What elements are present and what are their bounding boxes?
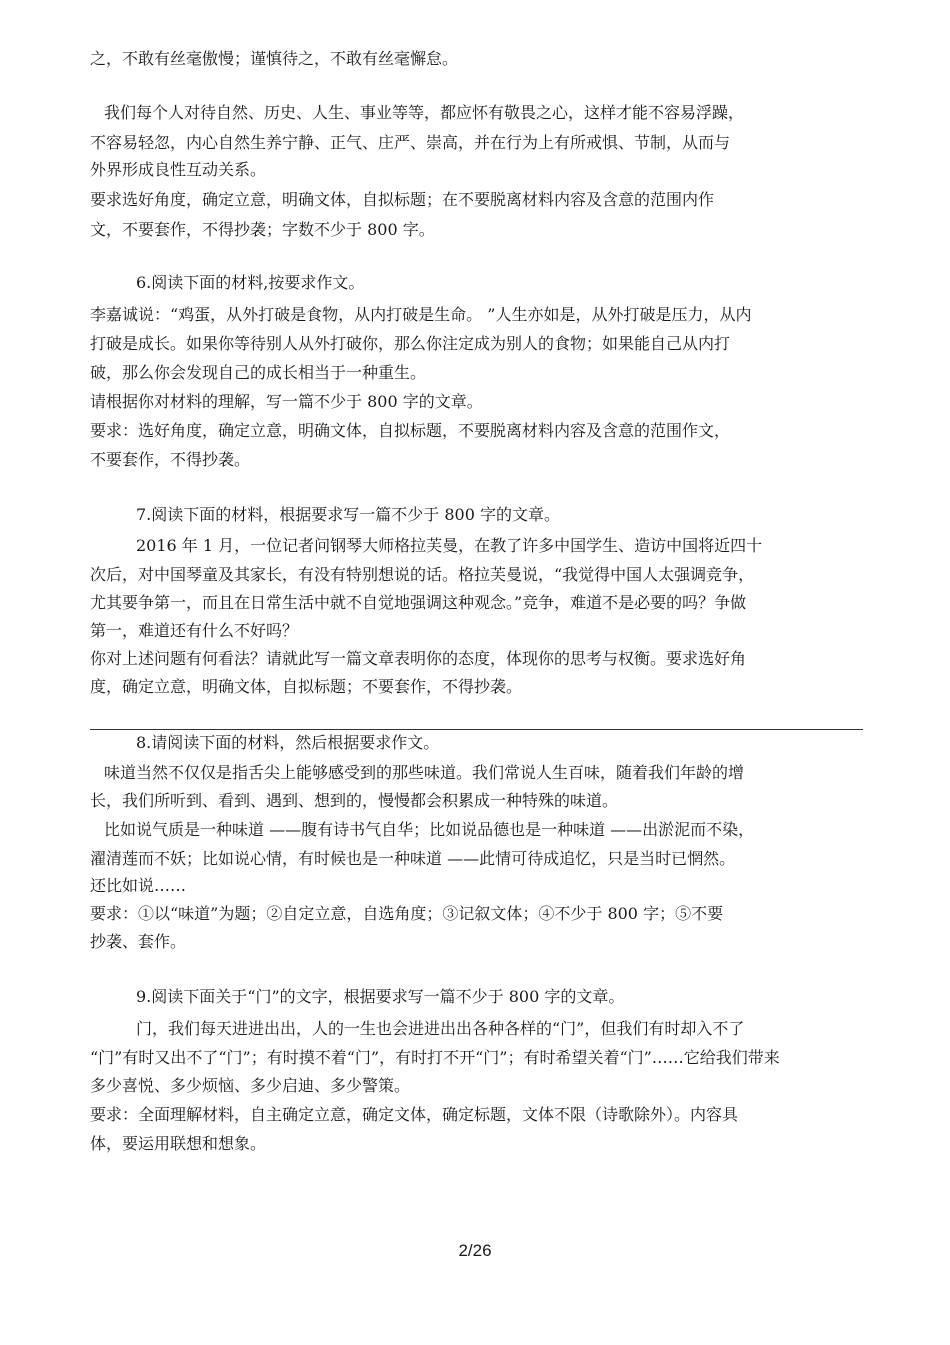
text-line: 不要套作，不得抄袭。 [90,450,251,469]
text-line: 第一，难道还有什么不好吗？ [90,621,299,640]
text-line: 之，不敢有丝毫傲慢；谨慎待之，不敢有丝毫懈怠。 [90,49,459,68]
page-number: 2/26 [458,1241,492,1260]
text-line: 濯清莲而不妖；比如说心情，有时候也是一种味道 ——此情可待成追忆，只是当时已惘然。 [90,849,736,868]
text-line: 打破是成长。如果你等待别人从外打破你，那么你注定成为别人的食物；如果能自己从内打 [90,334,731,353]
text-line: 抄袭、套作。 [90,932,187,951]
text-line: 你对上述问题有何看法？请就此写一篇文章表明你的态度，体现你的思考与权衡。要求选好角 [90,649,747,668]
text-line: 要求：全面理解材料，自主确定立意，确定文体，确定标题，文体不限（诗歌除外）。内容具 [90,1105,739,1124]
question-heading: 9.阅读下面关于“门”的文字，根据要求写一篇不少于 800 字的文章。 [136,987,625,1006]
text-line: 次后，对中国琴童及其家长，有没有特别想说的话。格拉芙曼说，“我觉得中国人太强调竞争， [90,565,755,584]
text-line: 度，确定立意，明确文体，自拟标题；不要套作，不得抄袭。 [90,677,523,696]
text-line: 请根据你对材料的理解，写一篇不少于 800 字的文章。 [90,392,483,411]
text-line: 要求：①以“味道”为题；②自定立意，自选角度；③记叙文体；④不少于 800 字；⑤不要 [90,904,724,923]
text-line: 要求选好角度，确定立意，明确文体，自拟标题；在不要脱离材料内容及含意的范围内作 [90,190,715,209]
text-line: 外界形成良性互动关系。 [90,160,267,179]
text-line: 门，我们每天进进出出，人的一生也会进进出出各种各样的“门”，但我们有时却入不了 [136,1019,745,1038]
text-line: 李嘉诚说：“鸡蛋，从外打破是食物，从内打破是生命。 ”人生亦如是，从外打破是压力，从内 [90,305,752,324]
text-line: 破，那么你会发现自己的成长相当于一种重生。 [90,363,427,382]
text-line: 多少喜悦、多少烦恼、多少启迪、多少警策。 [90,1076,411,1095]
text-line: 体，要运用联想和想象。 [90,1134,267,1153]
text-line: 我们每个人对待自然、历史、人生、事业等等，都应怀有敬畏之心，这样才能不容易浮躁， [104,103,745,122]
text-line: 比如说气质是一种味道 ——腹有诗书气自华；比如说品德也是一种味道 ——出淤泥而不染， [104,820,755,839]
text-line: “门”有时又出不了“门”；有时摸不着“门”，有时打不开“门”；有时希望关着“门”……它给我们带来 [90,1048,780,1067]
text-line: 还比如说…… [90,876,187,895]
question-heading: 6.阅读下面的材料,按要求作文。 [136,273,365,292]
text-line: 2016 年 1 月，一位记者问钢琴大师格拉芙曼，在教了许多中国学生、造访中国将近四十 [136,536,763,555]
text-line: 尤其要争第一，而且在日常生活中就不自觉地强调这种观念。”竞争，难道不是必要的吗？争做 [90,593,747,612]
text-line: 要求：选好角度，确定立意，明确文体，自拟标题，不要脱离材料内容及含意的范围作文， [90,421,731,440]
question-heading: 7.阅读下面的材料，根据要求写一篇不少于 800 字的文章。 [136,505,560,524]
text-line: 不容易轻忽，内心自然生养宁静、正气、庄严、崇高，并在行为上有所戒惧、节制，从而与 [90,133,731,152]
question-heading: 8.请阅读下面的材料，然后根据要求作文。 [136,733,440,752]
horizontal-rule [90,729,863,730]
text-line: 味道当然不仅仅是指舌尖上能够感受到的那些味道。我们常说人生百味，随着我们年龄的增 [104,763,745,782]
text-line: 文，不要套作，不得抄袭；字数不少于 800 字。 [90,220,435,239]
text-line: 长，我们所听到、看到、遇到、想到的，慢慢都会积累成一种特殊的味道。 [90,791,619,810]
